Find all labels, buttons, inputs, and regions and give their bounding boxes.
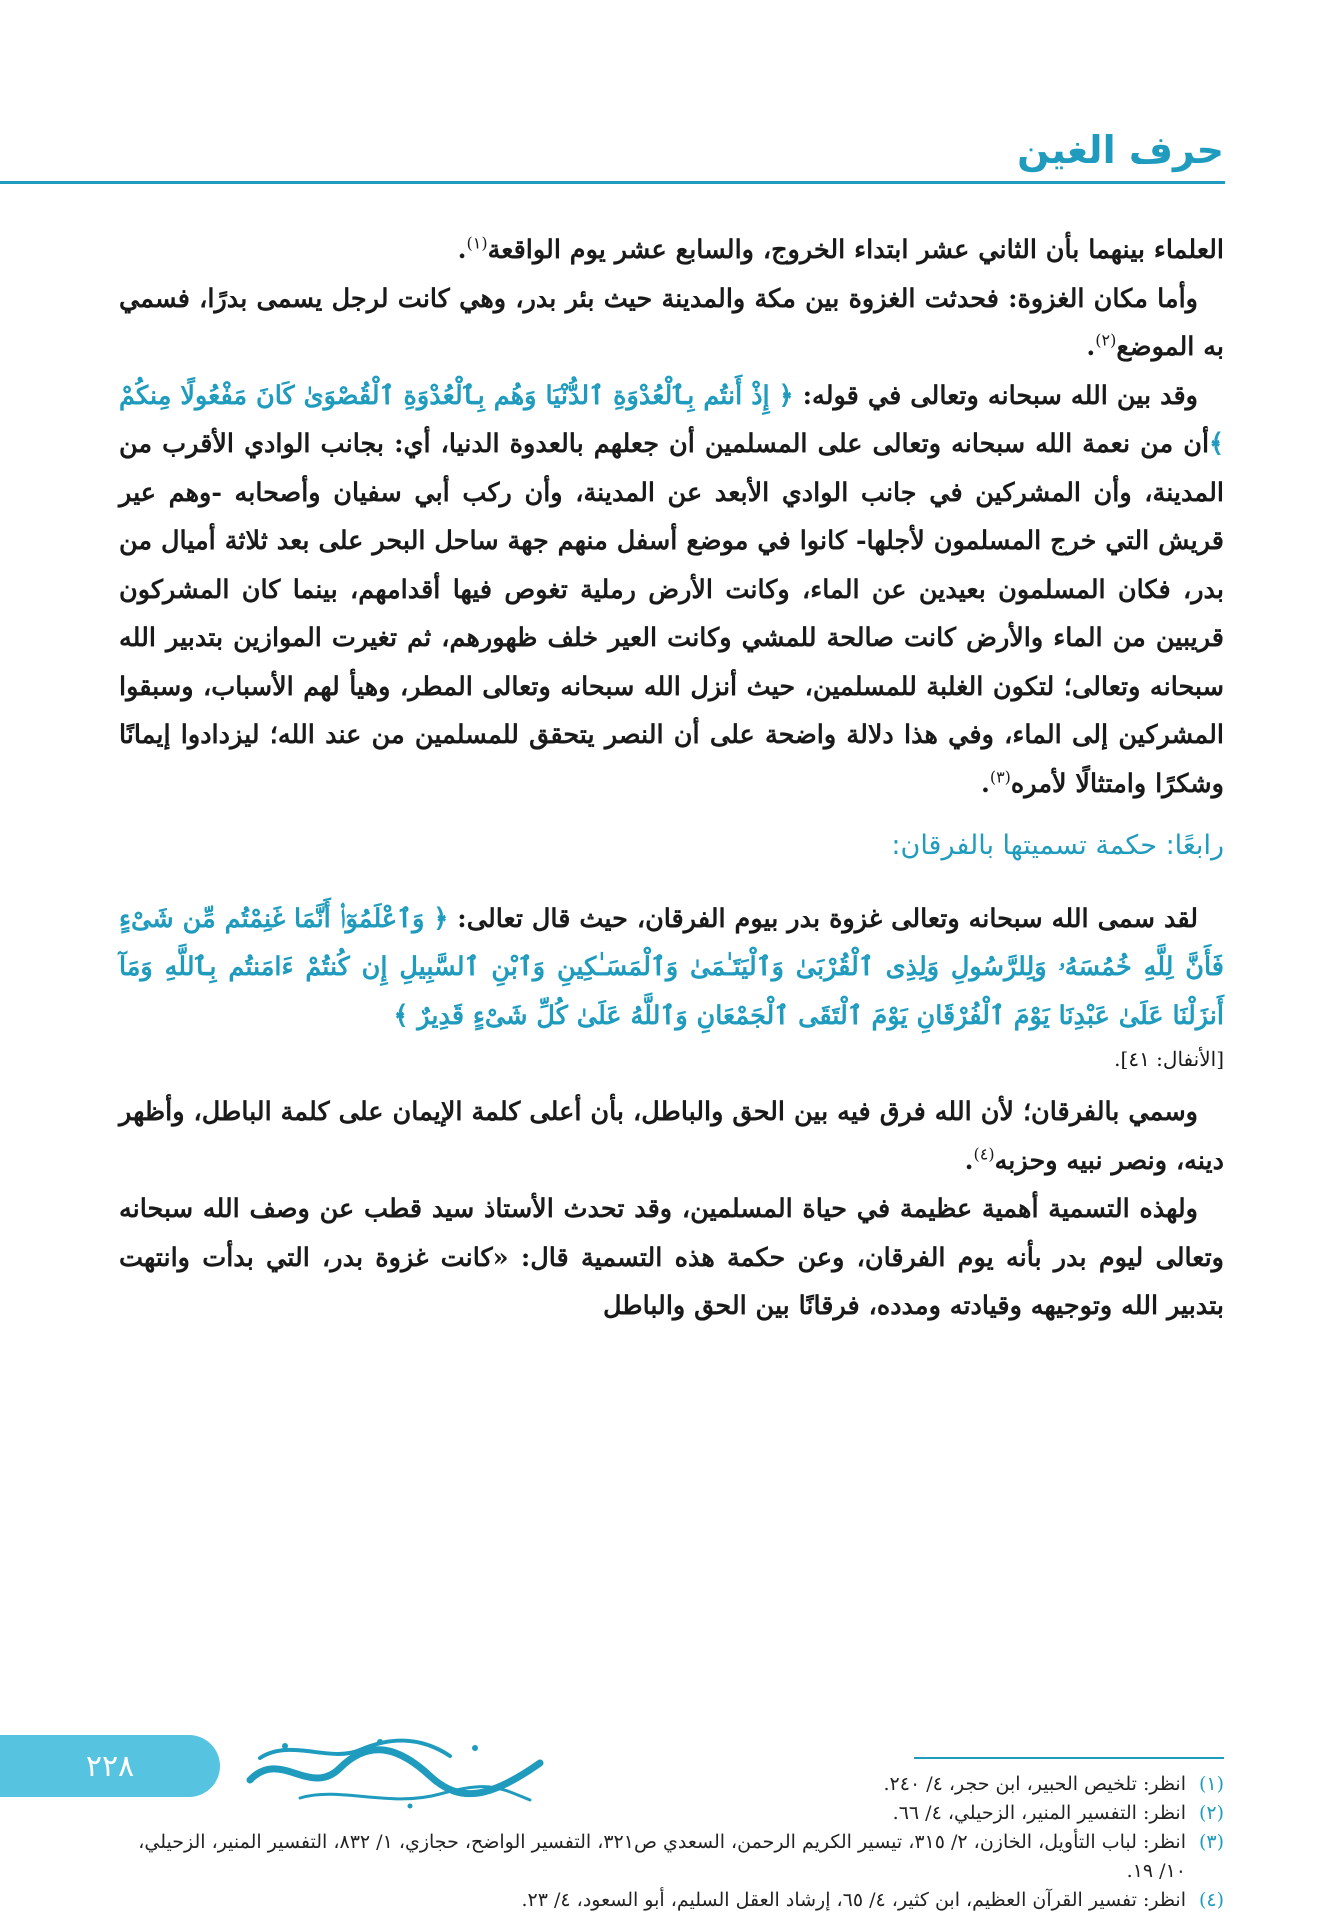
encyclopedia-logo-icon [240, 1728, 550, 1818]
footnote-ref-2[interactable]: (٢) [1095, 330, 1117, 350]
footnote-4 [119, 1886, 1224, 1915]
footnote-number: (١) [1198, 1773, 1224, 1795]
footnote-ref-4[interactable]: (٤) [973, 1144, 995, 1163]
chapter-title: حرف الغين [1017, 128, 1224, 172]
paragraph-4: لقد سمى الله سبحانه وتعالى غزوة بدر بيوم الفرقان، حيث قال تعالى: ﴿ وَٱعْلَمُوٓا۟ أَنَّمَا غَنِمْتُم مِّن شَىْءٍ فَأَنَّ لِلَّهِ خُمُسَهُۥ وَلِلرَّسُولِ وَلِذِى ٱلْقُرْبَىٰ وَٱلْيَتَـٰمَىٰ وَٱلْمَسَـٰكِينِ وَٱبْنِ ٱلسَّبِيلِ إِن كُنتُمْ ءَامَنتُم بِٱللَّهِ وَمَآ أَنزَلْنَا عَلَىٰ عَبْدِنَا يَوْمَ ٱلْفُرْقَانِ يَوْمَ ٱلْتَقَى ٱلْجَمْعَانِ وَٱللَّهُ عَلَىٰ كُلِّ شَىْءٍ قَدِيرٌ ﴾ [119, 903, 1224, 1031]
quran-verse-1: ﴿ إِذْ أَنتُم بِٱلْعُدْوَةِ ٱلدُّنْيَا وَهُم بِٱلْعُدْوَةِ ٱلْقُصْوَىٰ كَانَ مَفْعُولًا مِنكُمْ ﴾ [119, 380, 1224, 459]
footnote-number: (٣) [1198, 1831, 1224, 1853]
paragraph-1: العلماء بينهما بأن الثاني عشر ابتداء الخروج، والسابع عشر يوم الواقعة$^{(١)}$. [457, 233, 1224, 265]
page-header [0, 0, 1339, 190]
footnote-text: انظر: تفسير القرآن العظيم، ابن كثير، ٤/ ٦٥، إرشاد العقل السليم، أبو السعود، ٤/ ٢٣. [521, 1889, 1186, 1911]
footnote-separator [914, 1757, 1224, 1759]
paragraph-2: وأما مكان الغزوة: فحدثت الغزوة بين مكة والمدينة حيث بئر بدر، وهي كانت لرجل يسمى بدرًا، فسمي به الموضع$^{(٢)}$. [119, 283, 1224, 362]
paragraph-2-lead: وأما مكان الغزوة: [1008, 283, 1198, 314]
footnote-ref-3[interactable]: (٣) [989, 767, 1011, 786]
footnote-text: انظر: لباب التأويل، الخازن، ٢/ ٣١٥، تيسير الكريم الرحمن، السعدي ص٣٢١، التفسير الواضح، حجازي، ١/ ٨٣٢، التفسير المنير، الزحيلي، ١٠/ ١٩. [138, 1831, 1186, 1882]
footnote-text: انظر: التفسير المنير، الزحيلي، ٤/ ٦٦. [892, 1802, 1186, 1824]
page-number: ٢٢٨ [85, 1748, 135, 1784]
paragraph-3: وقد بين الله سبحانه وتعالى في قوله: ﴿ إِذْ أَنتُم بِٱلْعُدْوَةِ ٱلدُّنْيَا وَهُم بِٱلْعُدْوَةِ ٱلْقُصْوَىٰ كَانَ مَفْعُولًا مِنكُمْ ﴾أن من نعمة الله سبحانه وتعالى على المسلمين أن جعلهم بالعدوة الدنيا، أي: بجانب الوادي الأقرب من المدينة، وأن المشركين في جانب الوادي الأبعد عن المدينة، وأن ركب أبي سفيان وأصحابه -وهم عير قريش التي خرج المسلمون لأجلها- كانوا في موضع أسفل منهم جهة ساحل البحر على بعد ثلاثة أميال من بدر، فكان المسلمون بعيدين عن الماء، وكانت الأرض رملية تغوص فيها أقدامهم، بينما كان المشركون قريبين من الماء والأرض كانت صالحة للمشي وكانت العير خلف ظهورهم، ثم تغيرت الموازين بتدبير الله سبحانه وتعالى؛ لتكون الغلبة للمسلمين، حيث أنزل الله سبحانه وتعالى المطر، وهيأ لهم الأسباب، وسبقوا المشركين إلى الماء، وفي هذا دلالة واضحة على أن النصر يتحقق للمسلمين من عند الله؛ ليزدادوا إيمانًا وشكرًا وامتثالًا لأمره$^{(٣)}$. [119, 380, 1224, 799]
verse-citation: [الأنفال: ٤١]. [1114, 1047, 1224, 1071]
paragraph-6: ولهذه التسمية أهمية عظيمة في حياة المسلمين، وقد تحدث الأستاذ سيد قطب عن وصف الله سبحانه وتعالى ليوم بدر بأنه يوم الفرقان، وعن حكمة هذه التسمية قال: «كانت غزوة بدر، التي بدأت وانتهت بتدبير الله وتوجيهه وقيادته ومدده، فرقانًا بين الحق والباطل [119, 1194, 1224, 1321]
footnote-3 [119, 1828, 1224, 1886]
paragraph-5: وسمي بالفرقان؛ لأن الله فرق فيه بين الحق والباطل، بأن أعلى كلمة الإيمان على كلمة الباطل، وأظهر دينه، ونصر نبيه وحزبه$^{(٤)}$. [119, 1097, 1224, 1176]
header-rule [0, 181, 1225, 184]
footnote-number: (٤) [1198, 1889, 1224, 1911]
main-text [119, 226, 1224, 1331]
page-number-badge [0, 1735, 220, 1797]
quran-verse-2: ﴿ وَٱعْلَمُوٓا۟ أَنَّمَا غَنِمْتُم مِّن شَىْءٍ فَأَنَّ لِلَّهِ خُمُسَهُۥ وَلِلرَّسُولِ وَلِذِى ٱلْقُرْبَىٰ وَٱلْيَتَـٰمَىٰ وَٱلْمَسَـٰكِينِ وَٱبْنِ ٱلسَّبِيلِ إِن كُنتُمْ ءَامَنتُم بِٱللَّهِ وَمَآ أَنزَلْنَا عَلَىٰ عَبْدِنَا يَوْمَ ٱلْفُرْقَانِ يَوْمَ ٱلْتَقَى ٱلْجَمْعَانِ وَٱللَّهُ عَلَىٰ كُلِّ شَىْءٍ قَدِيرٌ ﴾ [119, 903, 1224, 1031]
footnote-number: (٢) [1198, 1802, 1224, 1824]
section-heading: رابعًا: حكمة تسميتها بالفرقان: [891, 830, 1224, 861]
footnote-text: انظر: تلخيص الحبير، ابن حجر، ٤/ ٢٤٠. [883, 1773, 1186, 1795]
footnote-ref-1[interactable]: (١) [466, 233, 488, 253]
